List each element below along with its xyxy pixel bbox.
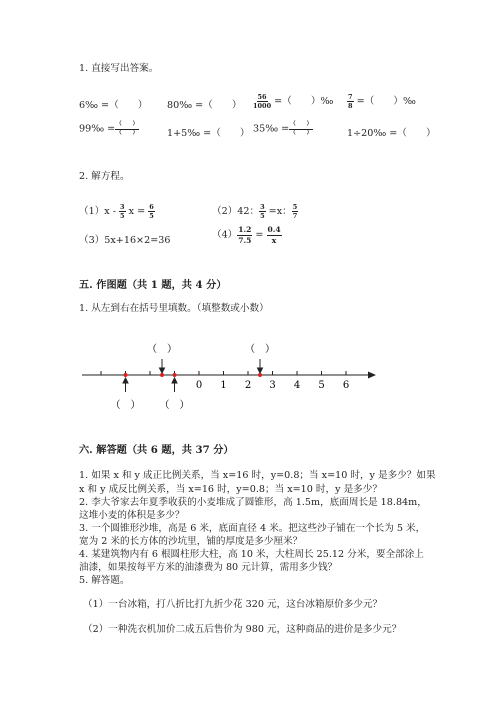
red-point <box>173 373 177 377</box>
fraction: $\frac{3}{5}$ <box>120 202 125 220</box>
fraction: $\frac{56}{1000}$ <box>253 92 272 110</box>
arrow-tip-icon <box>160 368 165 373</box>
q1-item-h: 1÷20‰ =（ ） <box>347 128 436 139</box>
top-blank: （ ） <box>147 344 177 355</box>
tick-label: 1 <box>220 380 227 391</box>
arrow-tip-icon <box>123 378 128 383</box>
s6-line: 4. 某建筑物内有 6 根圆柱形大柱，高 10 米，大柱周长 25.12 分米，要全部涂上 <box>79 549 424 560</box>
blank-fraction: $\frac{( )}{( )}$ <box>116 121 139 136</box>
blank-fraction: $\frac{( )}{( )}$ <box>290 121 313 136</box>
tick-label: 2 <box>244 380 252 391</box>
section-6-heading: 六. 解答题（共 6 题，共 37 分） <box>79 444 234 456</box>
arrow-tip-icon <box>258 368 263 373</box>
top-blank: （ ） <box>245 344 275 355</box>
fraction: $\frac{7}{8}$ <box>348 92 353 110</box>
red-point <box>124 373 128 377</box>
equation-3: （3）5x+16×2=36 <box>79 235 171 246</box>
s6-sub-question-1: （1）一台冰箱，打八折比打九折少花 320 元，这台冰箱原价多少元？ <box>83 599 383 610</box>
s6-line: 2. 李大爷家去年夏季收获的小麦堆成了圆锥形，高 1.5m，底面周长是 18.84m， <box>79 497 427 508</box>
q1-item-e: 99‰ = $\frac{( )}{( )}$ <box>79 121 139 136</box>
s6-line: 宽为 2 米的长方体的沙坑里，铺的厚度是多少厘米？ <box>79 536 303 547</box>
fraction: $\frac{3}{5}$ <box>260 202 265 220</box>
s6-line: 3. 一个圆锥形沙堆，高是 6 米，底面直径 4 米。把这些沙子铺在一个长为 5 米， <box>79 523 426 534</box>
arrow-tip-icon <box>172 378 177 383</box>
s6-line: 1. 如果 x 和 y 成正比例关系，当 x=16 时，y=0.8；当 x=10 时，y 是多少？如果 <box>79 470 436 481</box>
s6-line: 油漆，如果按每平方米的油漆费为 80 元计算，需用多少钱？ <box>79 562 338 573</box>
tick-label: 0 <box>195 380 203 391</box>
s6-line: 5. 解答题。 <box>79 575 130 586</box>
equation-4: （4） $\frac{1.2}{7.5}$ = $\frac{0.4}{x}$ <box>212 225 281 245</box>
q2-title: 2. 解方程。 <box>79 171 130 182</box>
equation-2: （2）42： $\frac{3}{5}$ =x： $\frac{5}{7}$ <box>212 202 298 220</box>
q1-item-d: $\frac{7}{8}$ =（ ）‰ <box>348 92 416 110</box>
tick-label: 6 <box>342 380 350 391</box>
bottom-blank: （ ） <box>110 400 141 411</box>
s6-line: x 和 y 成反比例关系，当 x=16 时，y=0.8；当 x=10 时，y 是多少？ <box>79 484 382 495</box>
tick-label: 5 <box>318 380 325 391</box>
section-5-heading: 五. 作图题（共 1 题，共 4 分） <box>79 279 227 291</box>
equation-1: （1）x - $\frac{3}{5}$ x = $\frac{6}{5}$ <box>79 202 154 220</box>
tick-marks <box>101 371 346 375</box>
bottom-blank: （ ） <box>159 400 190 411</box>
fraction: $\frac{6}{5}$ <box>149 202 154 220</box>
fraction: $\frac{1.2}{7.5}$ <box>238 225 252 245</box>
q1-item-f: 1+5‰ =（ ） <box>167 128 250 139</box>
s6-sub-question-2: （2）一种洗衣机加价二成五后售价为 980 元，这种商品的进价是多少元？ <box>83 624 402 635</box>
fraction: $\frac{0.4}{x}$ <box>267 225 281 245</box>
q1-item-a: 6‰ =（ ） <box>79 100 148 111</box>
tick-label: 3 <box>269 380 276 391</box>
fraction: $\frac{5}{7}$ <box>292 202 298 220</box>
number-line-figure <box>0 330 500 420</box>
tick-label: 4 <box>293 380 301 391</box>
q1-title: 1. 直接写出答案。 <box>79 63 159 74</box>
s6-line: 这堆小麦的体积是多少？ <box>79 510 185 521</box>
section-5-question-1: 1. 从左到右在括号里填数。（填整数或小数） <box>79 303 269 314</box>
arrow-head-icon <box>368 372 376 379</box>
q1-item-c: $\frac{56}{1000}$ =（ ）‰ <box>253 92 334 110</box>
q1-item-g: 35‰ = $\frac{( )}{( )}$ <box>253 121 313 136</box>
q1-item-b: 80‰ =（ ） <box>167 100 242 111</box>
